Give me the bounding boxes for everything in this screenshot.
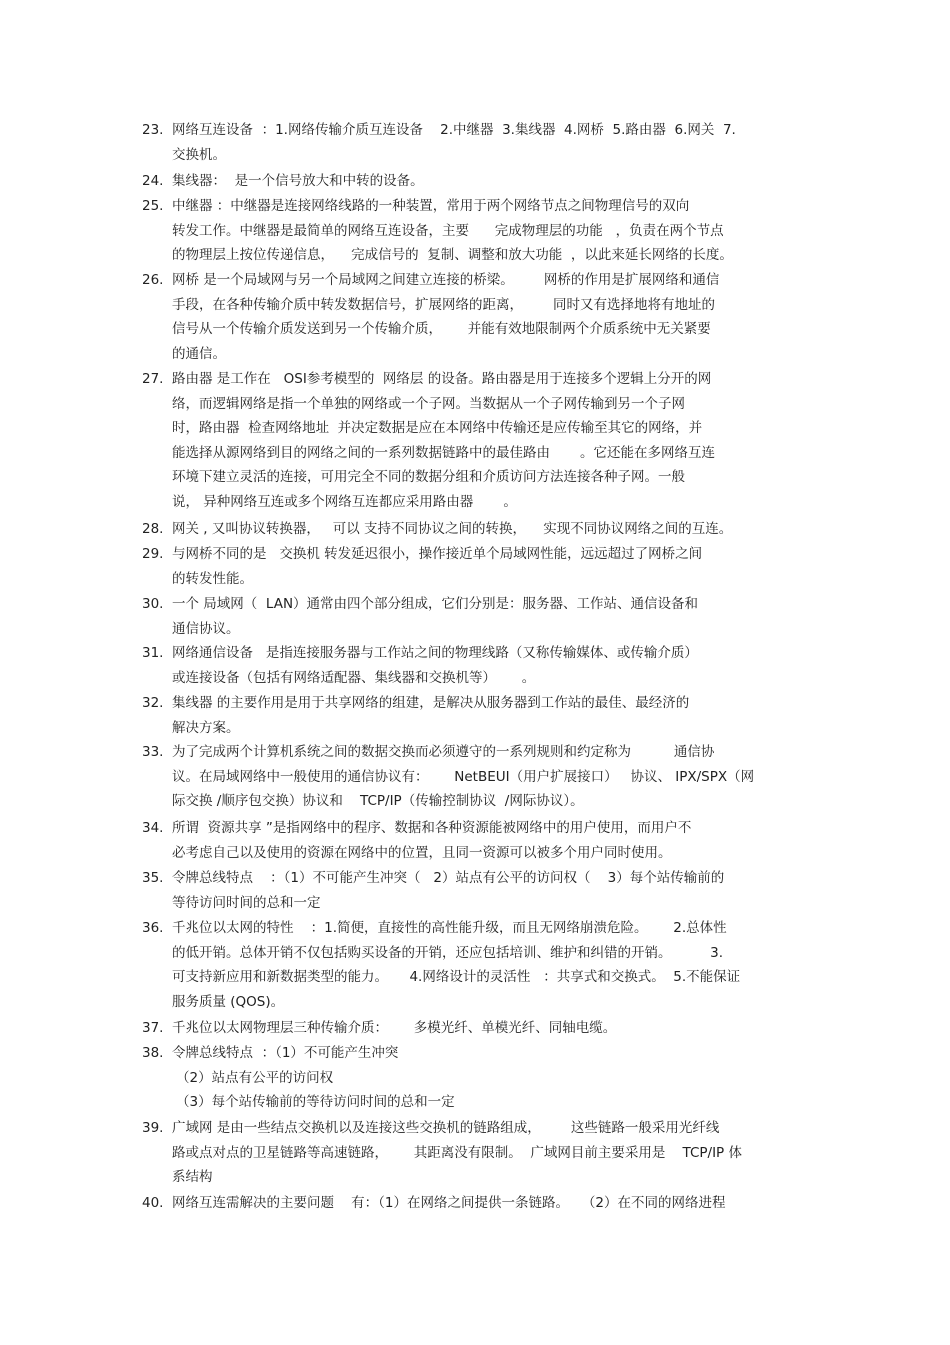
item-number: 28. bbox=[142, 521, 164, 537]
item-number: 26. bbox=[142, 272, 164, 288]
item-text-line: 路由器 是工作在 OSI参考模型的 网络层 的设备。路由器是用于连接多个逻辑上分开的网 bbox=[172, 371, 712, 387]
item-number: 29. bbox=[142, 546, 164, 562]
item-text-line: 环境下建立灵活的连接，可用完全不同的数据分组和介质访问方法连接各种子网。一般 bbox=[172, 469, 685, 485]
item-text-line: 千兆位以太网物理层三种传输介质： 多模光纤、单模光纤、同轴电缆。 bbox=[172, 1020, 617, 1036]
item-number: 38. bbox=[142, 1045, 164, 1061]
item-number: 40. bbox=[142, 1195, 164, 1211]
item-text-line: 解决方案。 bbox=[172, 719, 240, 736]
item-text-line: （3）每个站传输前的等待访问时间的总和一定 bbox=[176, 1094, 455, 1110]
item-text-line: 能选择从源网络到目的网络之间的一系列数据链路中的最佳路由 。它还能在多网络互连 bbox=[172, 444, 716, 461]
item-text-line: 网络互连设备 ：1.网络传输介质互连设备 2.中继器 3.集线器 4.网桥 5.路由器 6.网关 7. bbox=[172, 122, 736, 138]
item-text-line: 等待访问时间的总和一定 bbox=[172, 894, 321, 911]
item-text-line: 时，路由器 检查网络地址 并决定数据是应在本网络中传输还是应传输至其它的网络，并 bbox=[172, 420, 703, 436]
item-number: 37. bbox=[142, 1020, 164, 1036]
item-text-line: 与网桥不同的是 交换机 转发延迟很小，操作接近单个局域网性能，远远超过了网桥之间 bbox=[172, 546, 703, 562]
item-text-line: 所谓 资源共享 ”是指网络中的程序、数据和各种资源能被网络中的用户使用，而用户不 bbox=[172, 820, 692, 836]
item-text-line: 为了完成两个计算机系统之间的数据交换而必须遵守的一系列规则和约定称为 通信协 bbox=[172, 744, 715, 760]
item-text-line: 转发工作。中继器是最简单的网络互连设备，主要 完成物理层的功能 ，负责在两个节点 bbox=[172, 222, 724, 239]
item-text-line: 网桥 是一个局域网与另一个局域网之间建立连接的桥梁。 网桥的作用是扩展网络和通信 bbox=[172, 272, 720, 288]
item-text-line: 网络通信设备 是指连接服务器与工作站之间的物理线路（又称传输媒体、或传输介质） bbox=[172, 645, 698, 661]
item-text-line: 必考虑自己以及使用的资源在网络中的位置，且同一资源可以被多个用户同时使用。 bbox=[172, 844, 672, 861]
item-text-line: 一个 局域网（ LAN）通常由四个部分组成，它们分别是：服务器、工作站、通信设备和 bbox=[172, 596, 699, 612]
item-text-line: 路或点对点的卫星链路等高速链路， 其距离没有限制。 广域网目前主要采用是 TCP/IP 体 bbox=[172, 1144, 742, 1161]
item-text-line: 可支持新应用和新数据类型的能力。 4.网络设计的灵活性 ：共享式和交换式。 5.不能保证 bbox=[172, 969, 741, 985]
item-number: 31. bbox=[142, 645, 164, 661]
item-number: 39. bbox=[142, 1120, 164, 1136]
item-text-line: 广域网 是由一些结点交换机以及连接这些交换机的链路组成， 这些链路一般采用光纤线 bbox=[172, 1120, 720, 1136]
item-text-line: （2）站点有公平的访问权 bbox=[176, 1069, 334, 1086]
item-number: 32. bbox=[142, 695, 164, 711]
item-text-line: 通信协议。 bbox=[172, 620, 240, 637]
item-text-line: 的物理层上按位传递信息， 完成信号的 复制、调整和放大功能 ，以此来延长网络的长度。 bbox=[172, 247, 733, 263]
item-text-line: 议。在局域网络中一般使用的通信协议有： NetBEUI（用户扩展接口） 协议、 IPX/SPX（网 bbox=[172, 768, 755, 785]
item-text-line: 的转发性能。 bbox=[172, 570, 253, 587]
item-text-line: 令牌总线特点 ：（1）不可能产生冲突（ 2）站点有公平的访问权（ 3）每个站传输前的 bbox=[172, 870, 725, 886]
item-text-line: 网络互连需解决的主要问题 有：（1）在网络之间提供一条链路。 （2）在不同的网络进程 bbox=[172, 1195, 726, 1211]
item-text-line: 令牌总线特点 ：（1）不可能产生冲突 bbox=[172, 1045, 399, 1061]
item-number: 34. bbox=[142, 820, 164, 836]
item-number: 35. bbox=[142, 870, 164, 886]
item-text-line: 网关 , 又叫协议转换器， 可以 支持不同协议之间的转换， 实现不同协议网络之间的互连。 bbox=[172, 521, 733, 537]
item-text-line: 系结构 bbox=[172, 1169, 213, 1185]
item-number: 36. bbox=[142, 920, 164, 936]
item-number: 33. bbox=[142, 744, 164, 760]
item-text-line: 服务质量 (QOS)。 bbox=[172, 993, 285, 1010]
item-number: 24. bbox=[142, 173, 164, 189]
item-number: 30. bbox=[142, 596, 164, 612]
item-text-line: 集线器： 是一个信号放大和中转的设备。 bbox=[172, 173, 424, 189]
item-text-line: 中继器 ：中继器是连接网络线路的一种装置，常用于两个网络节点之间物理信号的双向 bbox=[172, 198, 690, 214]
item-number: 25. bbox=[142, 198, 164, 214]
item-text-line: 信号从一个传输介质发送到另一个传输介质， 并能有效地限制两个介质系统中无关紧要 bbox=[172, 321, 711, 337]
item-text-line: 的低开销。总体开销不仅包括购买设备的开销，还应包括培训、维护和纠错的开销。 3. bbox=[172, 944, 724, 961]
item-text-line: 或连接设备（包括有网络适配器、集线器和交换机等） 。 bbox=[172, 669, 536, 686]
item-text-line: 交换机。 bbox=[172, 146, 226, 163]
item-number: 27. bbox=[142, 371, 164, 387]
item-text-line: 千兆位以太网的特性 ：1.简便，直接性的高性能升级，而且无网络崩溃危险。 2.总体性 bbox=[172, 920, 727, 936]
item-text-line: 际交换 /顺序包交换）协议和 TCP/IP（传输控制协议 /网际协议）。 bbox=[172, 793, 584, 809]
item-text-line: 说， 异种网络互连或多个网络互连都应采用路由器 。 bbox=[172, 493, 517, 510]
item-text-line: 手段，在各种传输介质中转发数据信号，扩展网络的距离， 同时又有选择地将有地址的 bbox=[172, 296, 716, 313]
item-text-line: 集线器 的主要作用是用于共享网络的组建，是解决从服务器到工作站的最佳、最经济的 bbox=[172, 695, 690, 711]
item-text-line: 络，而逻辑网络是指一个单独的网络或一个子网。当数据从一个子网传输到另一个子网 bbox=[172, 395, 685, 412]
item-number: 23. bbox=[142, 122, 164, 138]
item-text-line: 的通信。 bbox=[172, 345, 226, 362]
